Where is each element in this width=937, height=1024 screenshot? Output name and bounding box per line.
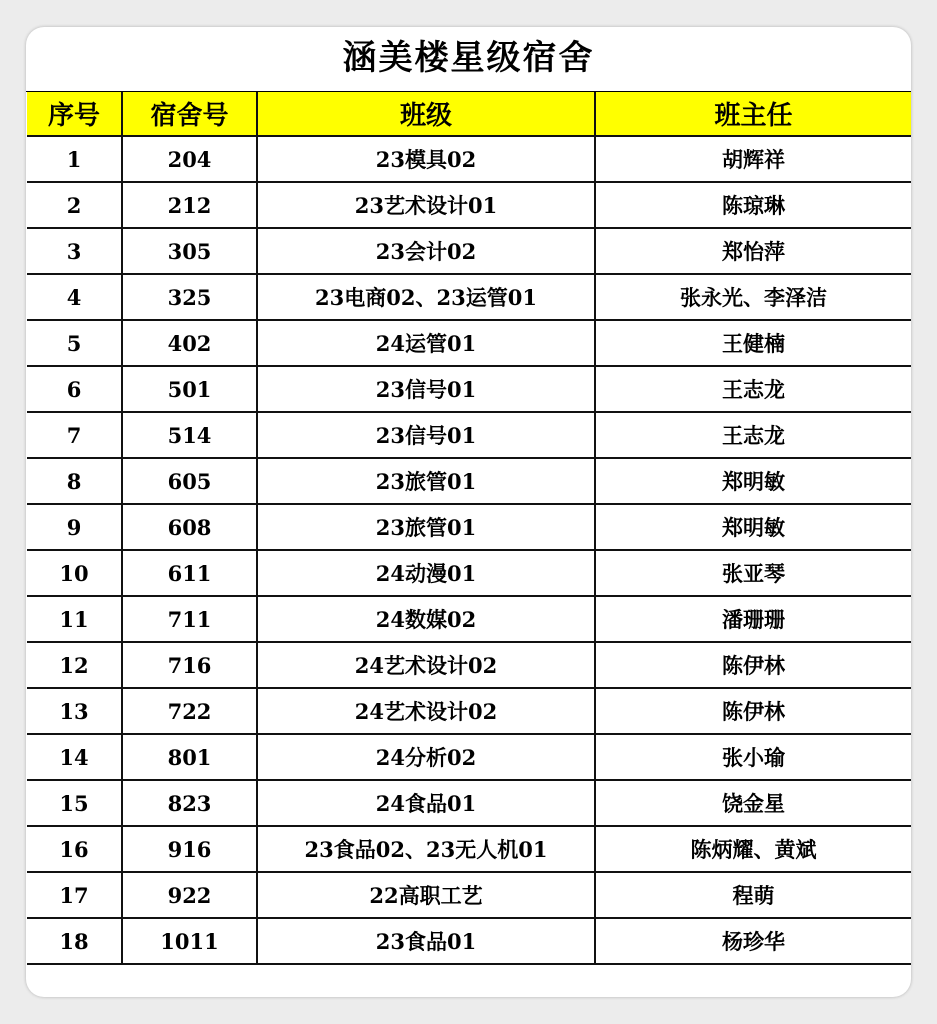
table-row	[27, 642, 911, 688]
cell-index: 14	[27, 734, 122, 780]
cell-room-number: 823	[122, 780, 257, 826]
cell-head-teacher: 陈伊林	[595, 688, 911, 734]
cell-head-teacher: 郑明敏	[595, 504, 911, 550]
cell-class: 23信号01	[257, 412, 595, 458]
cell-index: 11	[27, 596, 122, 642]
cell-class: 23电商02、23运管01	[257, 274, 595, 320]
table-row	[27, 136, 911, 182]
table-row	[27, 366, 911, 412]
cell-room-number: 711	[122, 596, 257, 642]
table-row	[27, 826, 911, 872]
cell-index: 5	[27, 320, 122, 366]
header-index: 序号	[27, 92, 122, 136]
cell-head-teacher: 胡辉祥	[595, 136, 911, 182]
header-head-teacher: 班主任	[595, 92, 911, 136]
header-row	[27, 92, 911, 136]
cell-class: 24艺术设计02	[257, 688, 595, 734]
table-row	[27, 228, 911, 274]
cell-index: 8	[27, 458, 122, 504]
cell-room-number: 608	[122, 504, 257, 550]
cell-room-number: 204	[122, 136, 257, 182]
cell-class: 23食品02、23无人机01	[257, 826, 595, 872]
cell-room-number: 305	[122, 228, 257, 274]
cell-room-number: 716	[122, 642, 257, 688]
cell-index: 4	[27, 274, 122, 320]
cell-head-teacher: 陈琼琳	[595, 182, 911, 228]
cell-index: 3	[27, 228, 122, 274]
cell-room-number: 501	[122, 366, 257, 412]
dormitory-sheet	[26, 27, 911, 997]
cell-class: 24动漫01	[257, 550, 595, 596]
table-row	[27, 504, 911, 550]
cell-head-teacher: 王志龙	[595, 366, 911, 412]
cell-head-teacher: 饶金星	[595, 780, 911, 826]
cell-class: 23旅管01	[257, 458, 595, 504]
cell-head-teacher: 王健楠	[595, 320, 911, 366]
cell-class: 23旅管01	[257, 504, 595, 550]
table-row	[27, 320, 911, 366]
cell-class: 23信号01	[257, 366, 595, 412]
cell-index: 2	[27, 182, 122, 228]
table-row	[27, 458, 911, 504]
cell-room-number: 1011	[122, 918, 257, 964]
cell-index: 6	[27, 366, 122, 412]
cell-head-teacher: 郑明敏	[595, 458, 911, 504]
cell-room-number: 722	[122, 688, 257, 734]
table-row	[27, 412, 911, 458]
cell-index: 15	[27, 780, 122, 826]
cell-class: 23会计02	[257, 228, 595, 274]
cell-class: 23模具02	[257, 136, 595, 182]
cell-room-number: 922	[122, 872, 257, 918]
cell-room-number: 916	[122, 826, 257, 872]
cell-head-teacher: 潘珊珊	[595, 596, 911, 642]
cell-index: 12	[27, 642, 122, 688]
cell-head-teacher: 程萌	[595, 872, 911, 918]
cell-index: 7	[27, 412, 122, 458]
table-row	[27, 182, 911, 228]
cell-index: 17	[27, 872, 122, 918]
cell-head-teacher: 张亚琴	[595, 550, 911, 596]
header-room-number: 宿舍号	[122, 92, 257, 136]
cell-room-number: 611	[122, 550, 257, 596]
cell-head-teacher: 王志龙	[595, 412, 911, 458]
cell-head-teacher: 陈炳耀、黄斌	[595, 826, 911, 872]
cell-class: 24艺术设计02	[257, 642, 595, 688]
table-row	[27, 274, 911, 320]
sheet-title: 涵美楼星级宿舍	[26, 27, 911, 92]
cell-index: 10	[27, 550, 122, 596]
cell-class: 24食品01	[257, 780, 595, 826]
table-row	[27, 734, 911, 780]
cell-class: 23艺术设计01	[257, 182, 595, 228]
dormitory-table	[27, 92, 911, 965]
cell-index: 13	[27, 688, 122, 734]
cell-room-number: 402	[122, 320, 257, 366]
cell-head-teacher: 张小瑜	[595, 734, 911, 780]
cell-class: 24运管01	[257, 320, 595, 366]
cell-room-number: 325	[122, 274, 257, 320]
header-class: 班级	[257, 92, 595, 136]
cell-head-teacher: 张永光、李泽洁	[595, 274, 911, 320]
table-row	[27, 550, 911, 596]
table-row	[27, 688, 911, 734]
table-row	[27, 918, 911, 964]
table-row	[27, 596, 911, 642]
cell-index: 16	[27, 826, 122, 872]
table-row	[27, 780, 911, 826]
cell-index: 1	[27, 136, 122, 182]
cell-room-number: 514	[122, 412, 257, 458]
cell-head-teacher: 郑怡萍	[595, 228, 911, 274]
cell-head-teacher: 陈伊林	[595, 642, 911, 688]
cell-head-teacher: 杨珍华	[595, 918, 911, 964]
cell-room-number: 212	[122, 182, 257, 228]
cell-index: 18	[27, 918, 122, 964]
cell-room-number: 801	[122, 734, 257, 780]
cell-class: 24分析02	[257, 734, 595, 780]
cell-room-number: 605	[122, 458, 257, 504]
table-row	[27, 872, 911, 918]
table-body	[27, 136, 911, 964]
cell-class: 24数媒02	[257, 596, 595, 642]
cell-index: 9	[27, 504, 122, 550]
cell-class: 22高职工艺	[257, 872, 595, 918]
cell-class: 23食品01	[257, 918, 595, 964]
